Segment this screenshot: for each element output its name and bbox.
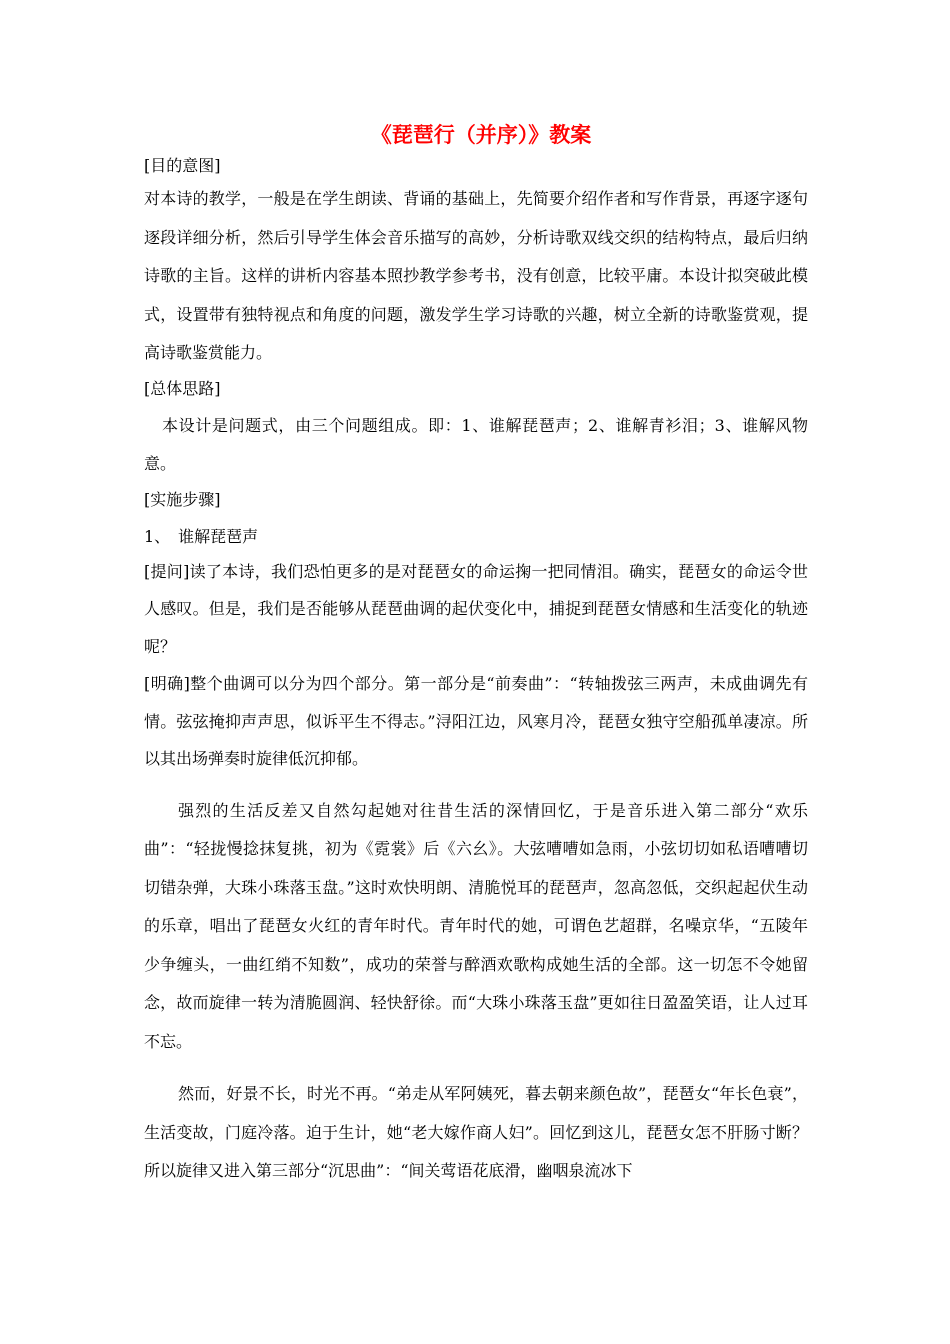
clarify-paragraph: [明确]整个曲调可以分为四个部分。第一部分是“前奏曲”：“转轴拨弦三两声，未成曲调先有情。弦弦掩抑声声思，似诉平生不得志。”浔阳江边，风寒月冷，琵琶女独守空船孤单凄凉。所以其出场弹奏时旋律低沉抑郁。	[144, 674, 808, 768]
body-paragraph-2: 强烈的生活反差又自然勾起她对往昔生活的深情回忆，于是音乐进入第二部分“欢乐曲”：“轻拢慢捻抹复挑，初为《霓裳》后《六幺》。大弦嘈嘈如急雨，小弦切切如私语嘈嘈切切错杂弹，大珠小珠落玉盘。”这时欢快明朗、清脆悦耳的琵琶声，忽高忽低，交织起起伏生动的乐章，唱出了琵琶女火红的青年时代。青年时代的她，可谓色艺超群，名噪京华，“五陵年少争缠头，一曲红绡不知数”，成功的荣誉与醉酒欢歌构成她生活的全部。这一切怎不令她留念，故而旋律一转为清脆圆润、轻快舒徐。而“大珠小珠落玉盘”更如往日盈盈笑语，让人过耳不忘。	[144, 800, 808, 1051]
overall-label: [总体思路]	[144, 378, 221, 398]
question-paragraph: [提问]读了本诗，我们恐怕更多的是对琵琶女的命运掬一把同情泪。确实，琵琶女的命运令世人感叹。但是，我们是否能够从琵琶曲调的起伏变化中，捕捉到琵琶女情感和生活变化的轨迹呢？	[144, 561, 808, 656]
body-paragraph-3: 然而，好景不长，时光不再。“弟走从军阿姨死，暮去朝来颜色故”，琵琶女“年长色衰”，生活变故，门庭冷落。迫于生计，她“老大嫁作商人妇”。回忆到这儿，琵琶女怎不肝肠寸断？所以旋律又进入第三部分“沉思曲”：“间关莺语花底滑，幽咽泉流冰下	[144, 1084, 808, 1180]
document-page	[144, 118, 808, 1191]
step1-heading: 1、 谁解琵琶声	[144, 526, 259, 546]
overall-paragraph: 本设计是问题式，由三个问题组成。即：1、谁解琵琶声；2、谁解青衫泪；3、谁解风物意。	[144, 415, 808, 473]
purpose-paragraph: 对本诗的教学，一般是在学生朗读、背诵的基础上，先简要介绍作者和写作背景，再逐字逐句逐段详细分析，然后引导学生体会音乐描写的高妙，分析诗歌双线交织的结构特点，最后归纳诗歌的主旨。这样的讲析内容基本照抄教学参考书，没有创意，比较平庸。本设计拟突破此模式，设置带有独特视点和角度的问题，激发学生学习诗歌的兴趣，树立全新的诗歌鉴赏观，提高诗歌鉴赏能力。	[144, 189, 808, 362]
steps-label: [实施步骤]	[144, 489, 221, 509]
purpose-label: [目的意图]	[144, 156, 221, 175]
document-title: 《琵琶行（并序）》教案	[370, 123, 592, 147]
